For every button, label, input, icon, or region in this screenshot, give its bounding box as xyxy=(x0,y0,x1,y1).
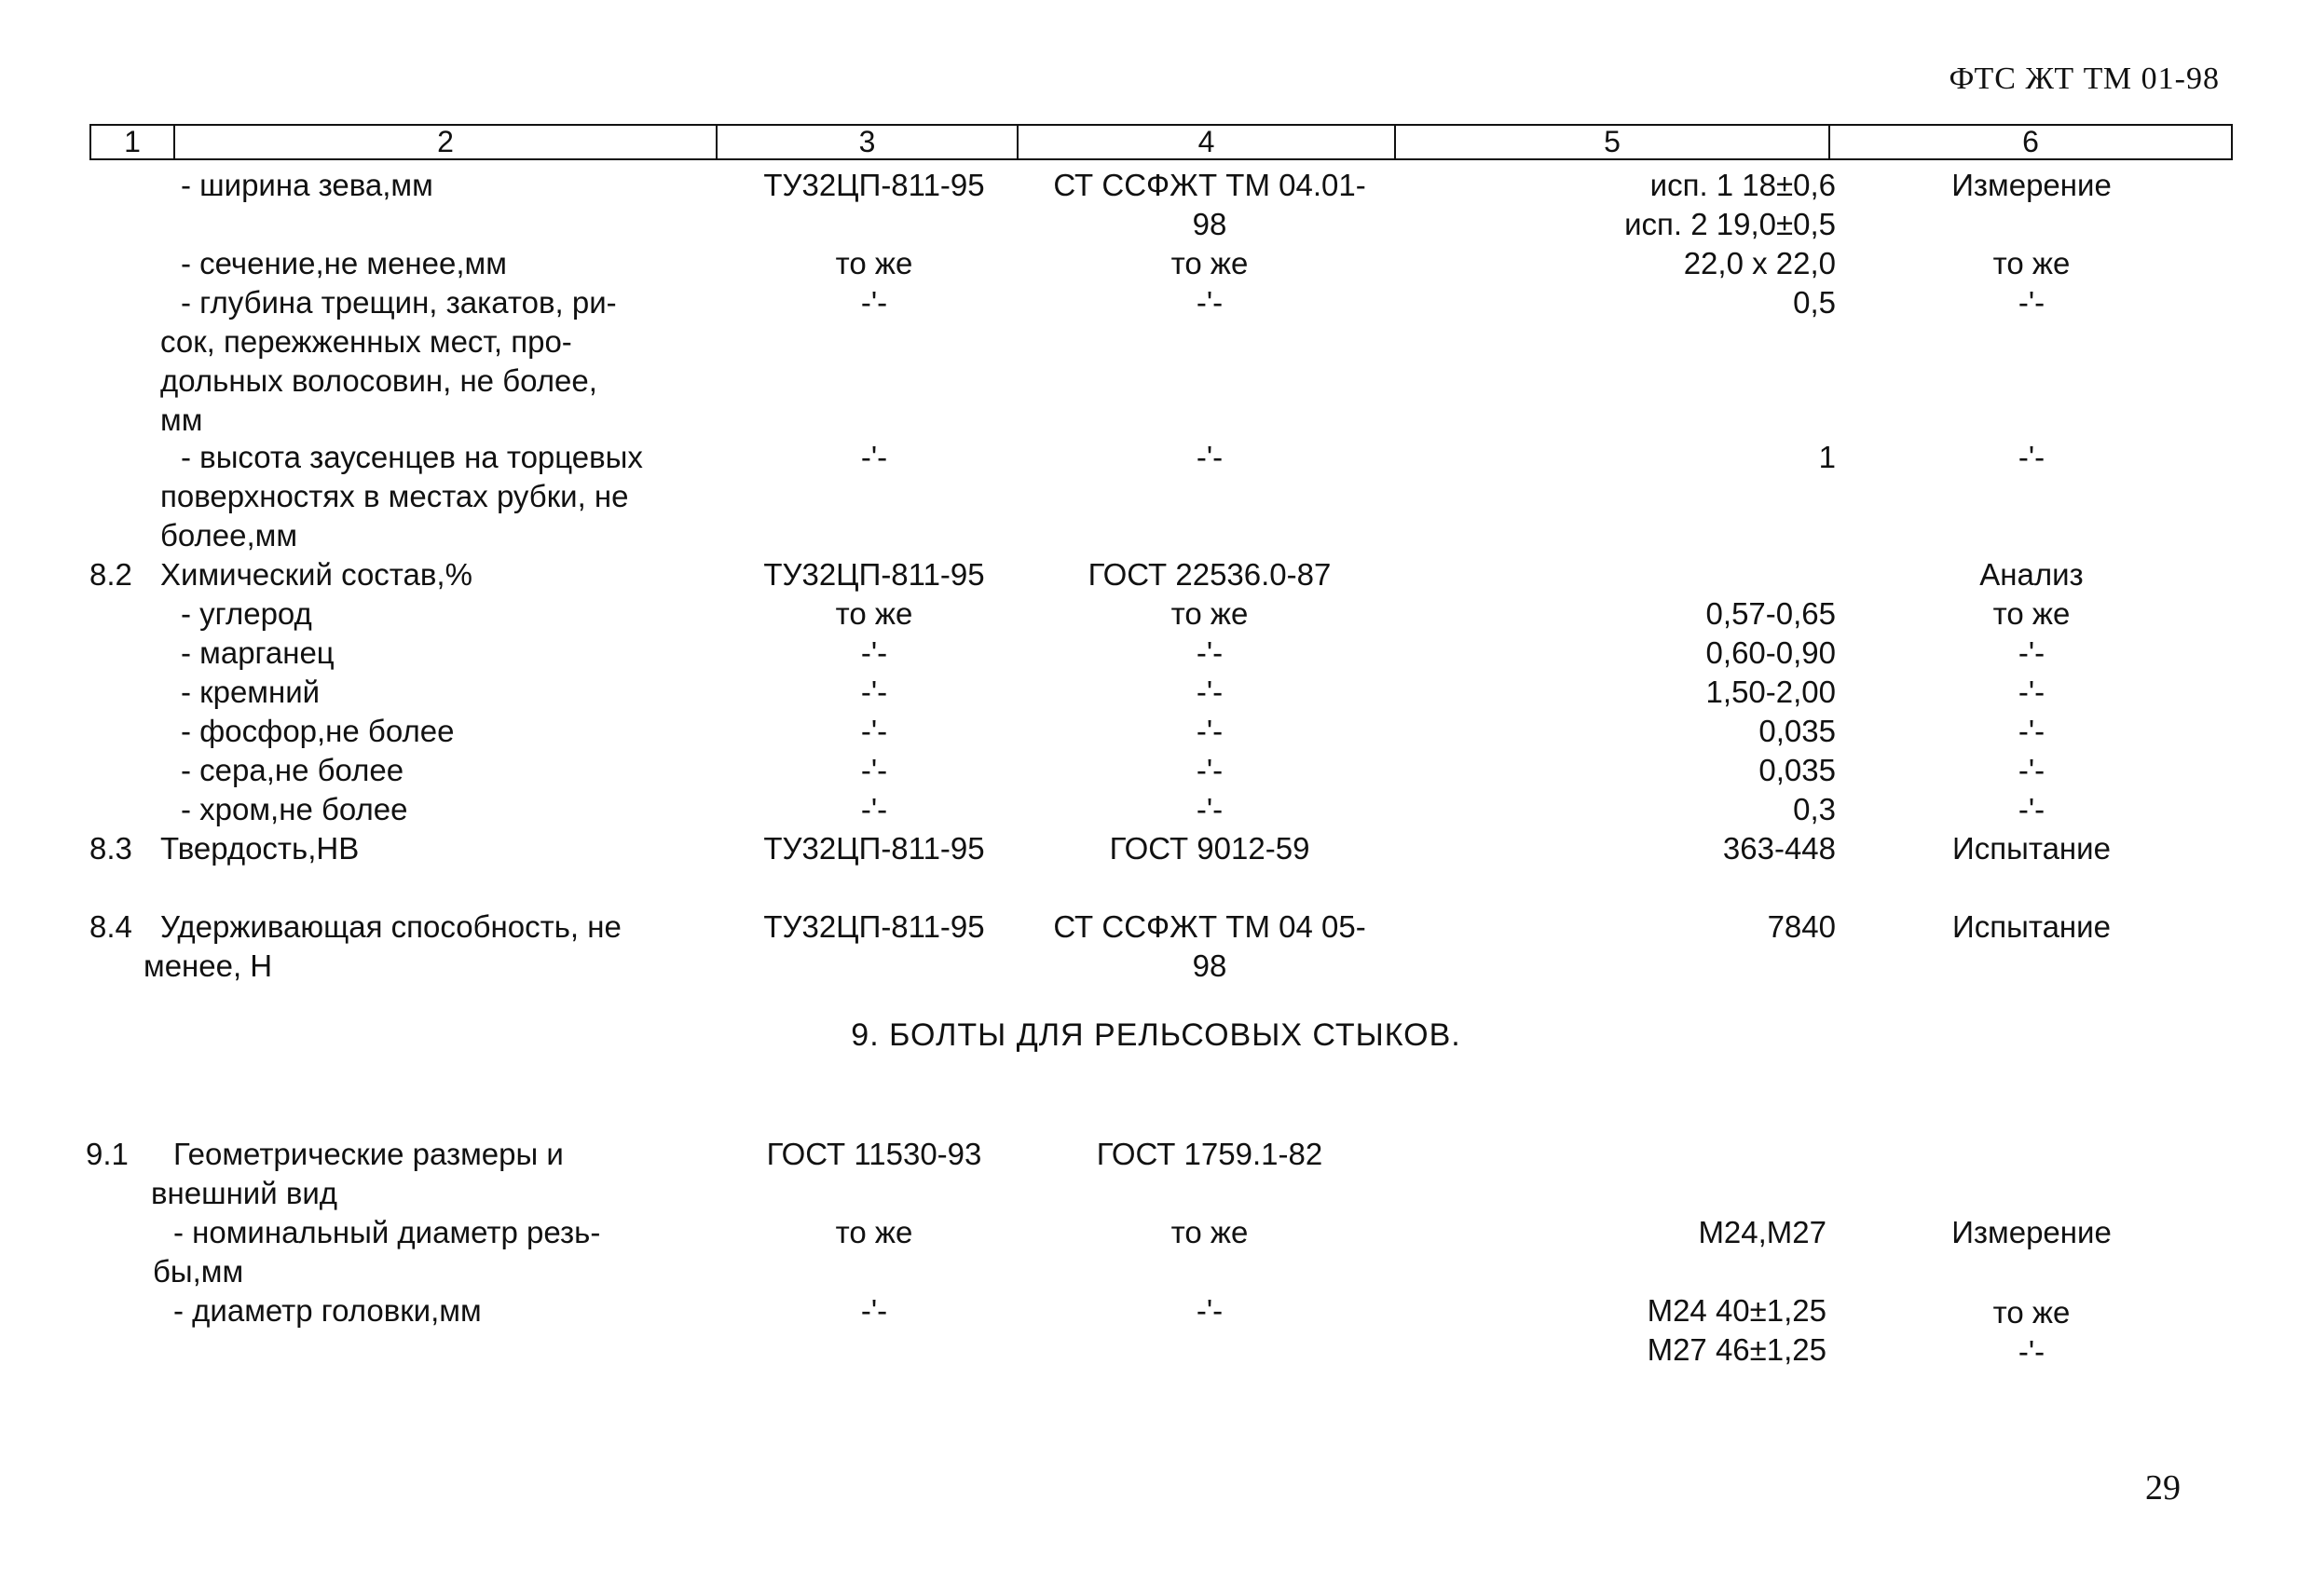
column-header: 3 xyxy=(718,126,1019,158)
section-title: 9. БОЛТЫ ДЛЯ РЕЛЬСОВЫХ СТЫКОВ. xyxy=(851,1017,1461,1053)
row-value: 0,035 xyxy=(1758,714,1836,748)
row-value: М24 40±1,25 М27 46±1,25 xyxy=(1647,1293,1826,1367)
row-name: Геометрические размеры и внешний вид xyxy=(151,1137,564,1210)
row-tu: ТУ32ЦП-811-95 xyxy=(763,909,985,944)
row-method: Испытание xyxy=(1952,909,2111,944)
row-number: 9.1 xyxy=(86,1137,129,1171)
row-tu: -'- xyxy=(860,792,888,826)
row-name: Удерживающая способность, не менее, Н xyxy=(144,909,622,983)
column-header: 2 xyxy=(175,126,718,158)
row-gost: -'- xyxy=(1196,675,1224,709)
row-gost: ГОСТ 22536.0-87 xyxy=(1088,557,1332,592)
row-tu: -'- xyxy=(860,753,888,787)
row-name: - хром,не более xyxy=(181,792,408,826)
row-method: -'- xyxy=(2018,635,2045,670)
row-tu: -'- xyxy=(860,285,888,320)
row-gost: -'- xyxy=(1196,753,1224,787)
row-tu: ТУ32ЦП-811-95 xyxy=(763,831,985,866)
row-value: исп. 1 18±0,6 исп. 2 19,0±0,5 xyxy=(1624,168,1836,241)
row-gost: то же xyxy=(1170,246,1249,280)
row-name: - глубина трещин, закатов, ри- сок, пережженных мест, про- дольных волосовин, не более, мм xyxy=(160,285,617,437)
row-value: 0,60-0,90 xyxy=(1705,635,1836,670)
row-name: - фосфор,не более xyxy=(181,714,455,748)
row-name: - диаметр головки,мм xyxy=(173,1293,482,1328)
row-method: Анализ xyxy=(1979,557,2084,592)
row-gost: -'- xyxy=(1196,792,1224,826)
row-gost: -'- xyxy=(1196,440,1224,474)
row-method: Испытание xyxy=(1952,831,2111,866)
row-method: Измерение xyxy=(1951,1215,2112,1249)
column-header: 4 xyxy=(1019,126,1396,158)
row-value: 1 xyxy=(1818,440,1836,474)
row-gost: ГОСТ 9012-59 xyxy=(1109,831,1310,866)
row-value: 0,57-0,65 xyxy=(1705,596,1836,631)
row-gost: -'- xyxy=(1196,635,1224,670)
row-tu: -'- xyxy=(860,714,888,748)
row-name: Твердость,НВ xyxy=(160,831,360,866)
row-value: 0,035 xyxy=(1758,753,1836,787)
row-tu: -'- xyxy=(860,440,888,474)
column-header: 6 xyxy=(2022,125,2039,158)
row-gost: то же xyxy=(1170,596,1249,631)
row-method: -'- xyxy=(2018,714,2045,748)
row-method: -'- xyxy=(2018,675,2045,709)
row-tu: -'- xyxy=(860,635,888,670)
row-gost: -'- xyxy=(1196,714,1224,748)
row-name: - сера,не более xyxy=(181,753,404,787)
row-gost: СТ ССФЖТ ТМ 04 05- 98 xyxy=(1053,909,1366,983)
row-value: 7840 xyxy=(1767,909,1836,944)
row-tu: ГОСТ 11530-93 xyxy=(766,1137,982,1171)
row-tu: -'- xyxy=(860,1293,888,1328)
row-gost: -'- xyxy=(1196,285,1224,320)
row-number: 8.3 xyxy=(89,831,132,866)
column-header: 5 xyxy=(1396,126,1830,158)
row-name: - ширина зева,мм xyxy=(181,168,433,202)
row-tu: ТУ32ЦП-811-95 xyxy=(763,168,985,202)
row-tu: то же xyxy=(835,1215,913,1249)
row-method: -'- xyxy=(2018,440,2045,474)
row-method: то же -'- xyxy=(1992,1295,2071,1369)
row-name: Химический состав,% xyxy=(160,557,472,592)
row-gost: то же xyxy=(1170,1215,1249,1249)
row-name: - углерод xyxy=(181,596,312,631)
row-value: М24,М27 xyxy=(1698,1215,1826,1249)
row-method: то же xyxy=(1992,246,2071,280)
row-value: 0,5 xyxy=(1793,285,1836,320)
row-method: Измерение xyxy=(1951,168,2112,202)
row-number: 8.4 xyxy=(89,909,132,944)
row-method: то же xyxy=(1992,596,2071,631)
row-gost: ГОСТ 1759.1-82 xyxy=(1096,1137,1323,1171)
row-name: - высота заусенцев на торцевых поверхностях в местах рубки, не более,мм xyxy=(160,440,643,552)
document-code: ФТС ЖТ ТМ 01-98 xyxy=(1949,61,2220,96)
column-header: 1 xyxy=(91,126,175,158)
row-value: 0,3 xyxy=(1793,792,1836,826)
row-tu: то же xyxy=(835,596,913,631)
row-gost: -'- xyxy=(1196,1293,1224,1328)
row-method: -'- xyxy=(2018,753,2045,787)
row-number: 8.2 xyxy=(89,557,132,592)
row-tu: то же xyxy=(835,246,913,280)
row-tu: ТУ32ЦП-811-95 xyxy=(763,557,985,592)
row-name: - кремний xyxy=(181,675,321,709)
row-value: 363-448 xyxy=(1722,831,1836,866)
row-value: 22,0 x 22,0 xyxy=(1683,246,1836,280)
row-name: - номинальный диаметр резь- бы,мм xyxy=(153,1215,601,1289)
row-method: -'- xyxy=(2018,792,2045,826)
row-method: -'- xyxy=(2018,285,2045,320)
row-name: - сечение,не менее,мм xyxy=(181,246,507,280)
page-number: 29 xyxy=(2145,1468,2181,1507)
row-gost: СТ ССФЖТ ТМ 04.01- 98 xyxy=(1053,168,1366,241)
row-value: 1,50-2,00 xyxy=(1705,675,1836,709)
row-tu: -'- xyxy=(860,675,888,709)
row-name: - марганец xyxy=(181,635,335,670)
